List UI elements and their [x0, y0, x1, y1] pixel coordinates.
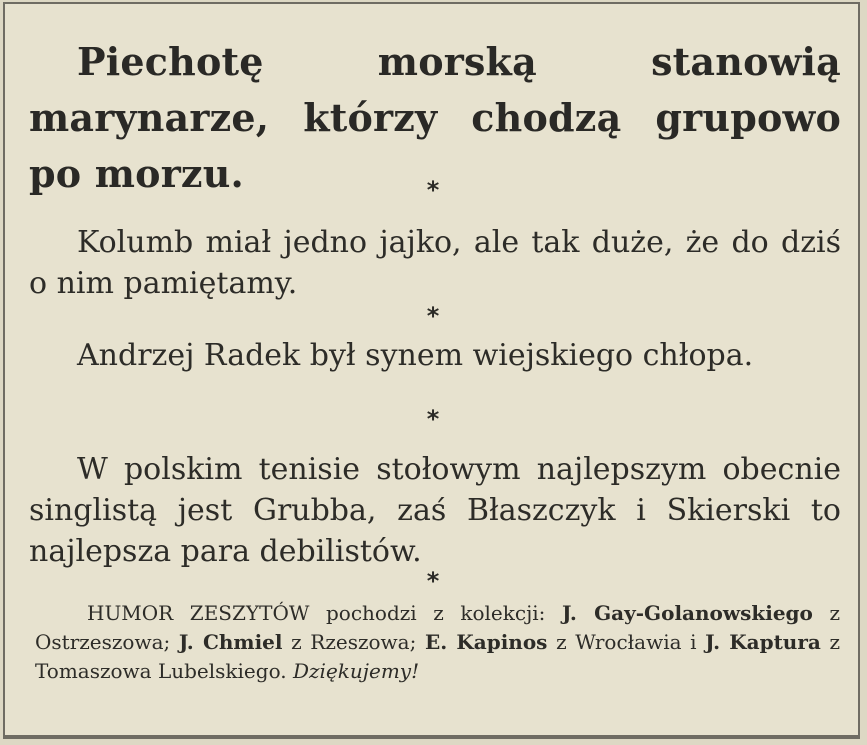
- joke-paragraph: [29, 222, 841, 304]
- contributor-name: J. Chmiel: [178, 630, 283, 654]
- credits-intro: HUMOR ZESZYTÓW pochodzi z kolekcji:: [87, 601, 563, 625]
- lead-joke-text: Piechotę morską stanowią marynarze, którzy chodzą grupowo po morzu.: [29, 39, 841, 196]
- credits-note: [35, 599, 840, 686]
- separator-star: *: [426, 405, 440, 433]
- joke-paragraph: [29, 449, 841, 572]
- contributor-name: J. Kaptura: [705, 630, 821, 654]
- contributor-place: z Tomaszowa Lubelskiego.: [35, 630, 841, 683]
- joke-text: Andrzej Radek był synem wiejskiego chłopa.: [77, 338, 754, 373]
- thanks-text: Dziękujemy!: [292, 659, 420, 683]
- separator-star: *: [426, 567, 440, 595]
- separator-star: *: [426, 302, 440, 330]
- contributor-place: z Rzeszowa;: [282, 630, 425, 654]
- contributor-place: z Wrocławia i: [547, 630, 706, 654]
- contributor-name: E. Kapinos: [424, 630, 548, 654]
- contributor-place: z Ostrzeszowa;: [35, 601, 840, 654]
- separator-star: *: [426, 176, 440, 204]
- newspaper-clipping: [3, 2, 860, 739]
- joke-paragraph: [29, 335, 841, 376]
- joke-text: W polskim tenisie stołowym najlepszym obecnie singlistą jest Grubba, zaś Błaszczyk i Skierski to najlepsza para debilistów.: [29, 452, 841, 569]
- joke-text: Kolumb miał jedno jajko, ale tak duże, że do dziś o nim pamiętamy.: [29, 225, 841, 301]
- contributor-name: J. Gay-Golanowskiego: [562, 601, 813, 625]
